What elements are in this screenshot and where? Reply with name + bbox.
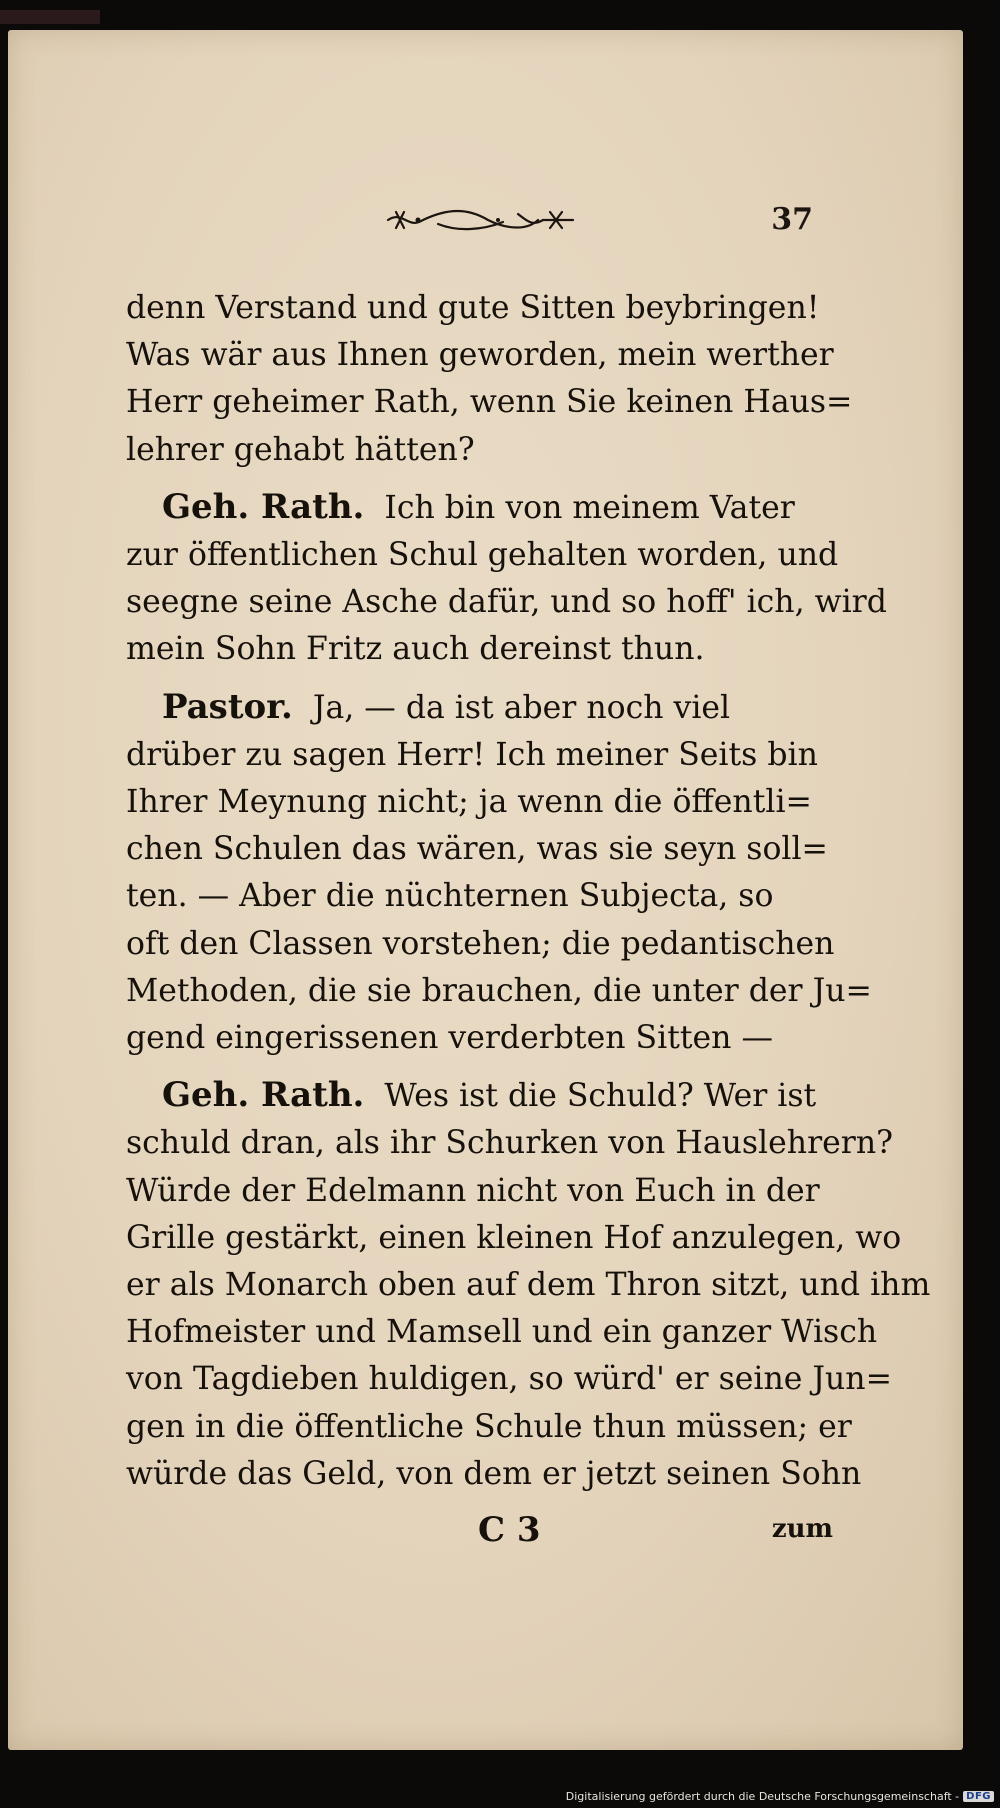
- dfg-logo-icon: DFG: [963, 1791, 994, 1802]
- text-line: von Tagdieben huldigen, so würd' er seine Jun=: [126, 1361, 892, 1398]
- ornament-icon: [378, 200, 578, 240]
- text-line: schuld dran, als ihr Schurken von Hauslehrern?: [126, 1125, 893, 1162]
- text-line: Methoden, die sie brauchen, die unter der Ju=: [126, 972, 872, 1009]
- page-footer: [8, 1510, 963, 1570]
- text-line: chen Schulen das wären, was sie seyn soll=: [126, 831, 828, 868]
- book-page: [8, 30, 963, 1750]
- text-line: gend eingerissenen verderbten Sitten —: [126, 1020, 773, 1057]
- speaker-name: Geh. Rath.: [162, 1075, 365, 1116]
- text-line: er als Monarch oben auf dem Thron sitzt, und ihm: [126, 1267, 931, 1304]
- line-text: Ja, — da ist aber noch viel: [312, 689, 731, 726]
- text-line: [126, 484, 826, 532]
- paragraph: [126, 684, 872, 1063]
- text-line: denn Verstand und gute Sitten beybringen!: [126, 290, 820, 326]
- page-number: 37: [771, 202, 813, 237]
- text-line: Grille gestärkt, einen kleinen Hof anzulegen, wo: [126, 1219, 902, 1256]
- paragraph: [126, 1072, 931, 1498]
- text-line: lehrer gehabt hätten?: [126, 431, 475, 468]
- line-text: Wes ist die Schuld? Wer ist: [384, 1078, 817, 1115]
- text-line: Würde der Edelmann nicht von Euch in der: [126, 1172, 820, 1209]
- text-line: Was wär aus Ihnen geworden, mein werther: [126, 337, 834, 374]
- paragraph: [126, 285, 853, 474]
- catchword: zum: [771, 1514, 833, 1544]
- text-line: [126, 1072, 826, 1120]
- text-line: würde das Geld, von dem er jetzt seinen Sohn: [126, 1455, 862, 1492]
- page-header: [8, 180, 963, 250]
- text-line: Ihrer Meynung nicht; ja wenn die öffentli=: [126, 784, 812, 821]
- text-line: Hofmeister und Mamsell und ein ganzer Wisch: [126, 1314, 878, 1351]
- paragraph: [126, 484, 887, 674]
- text-line: zur öffentlichen Schul gehalten worden, und: [126, 537, 839, 574]
- text-line: Herr geheimer Rath, wenn Sie keinen Haus=: [126, 384, 853, 421]
- speaker-name: Geh. Rath.: [162, 486, 365, 527]
- text-line: drüber zu sagen Herr! Ich meiner Seits bin: [126, 736, 818, 773]
- line-text: Ich bin von meinem Vater: [384, 489, 795, 526]
- text-line: mein Sohn Fritz auch dereinst thun.: [126, 631, 705, 668]
- text-line: oft den Classen vorstehen; die pedantischen: [126, 925, 835, 962]
- text-line: seegne seine Asche dafür, und so hoff' ich, wird: [126, 584, 887, 621]
- text-line: ten. — Aber die nüchternen Subjecta, so: [126, 878, 774, 915]
- digitization-credit: [566, 1790, 994, 1803]
- page-text: [126, 285, 931, 1515]
- scan-edge-mark: [0, 10, 100, 24]
- text-line: gen in die öffentliche Schule thun müssen; er: [126, 1408, 852, 1445]
- text-line: [126, 684, 826, 732]
- signature-mark: C 3: [478, 1510, 541, 1550]
- credit-text: Digitalisierung gefördert durch die Deutsche Forschungsgemeinschaft -: [565, 1790, 960, 1803]
- speaker-name: Pastor.: [162, 686, 293, 727]
